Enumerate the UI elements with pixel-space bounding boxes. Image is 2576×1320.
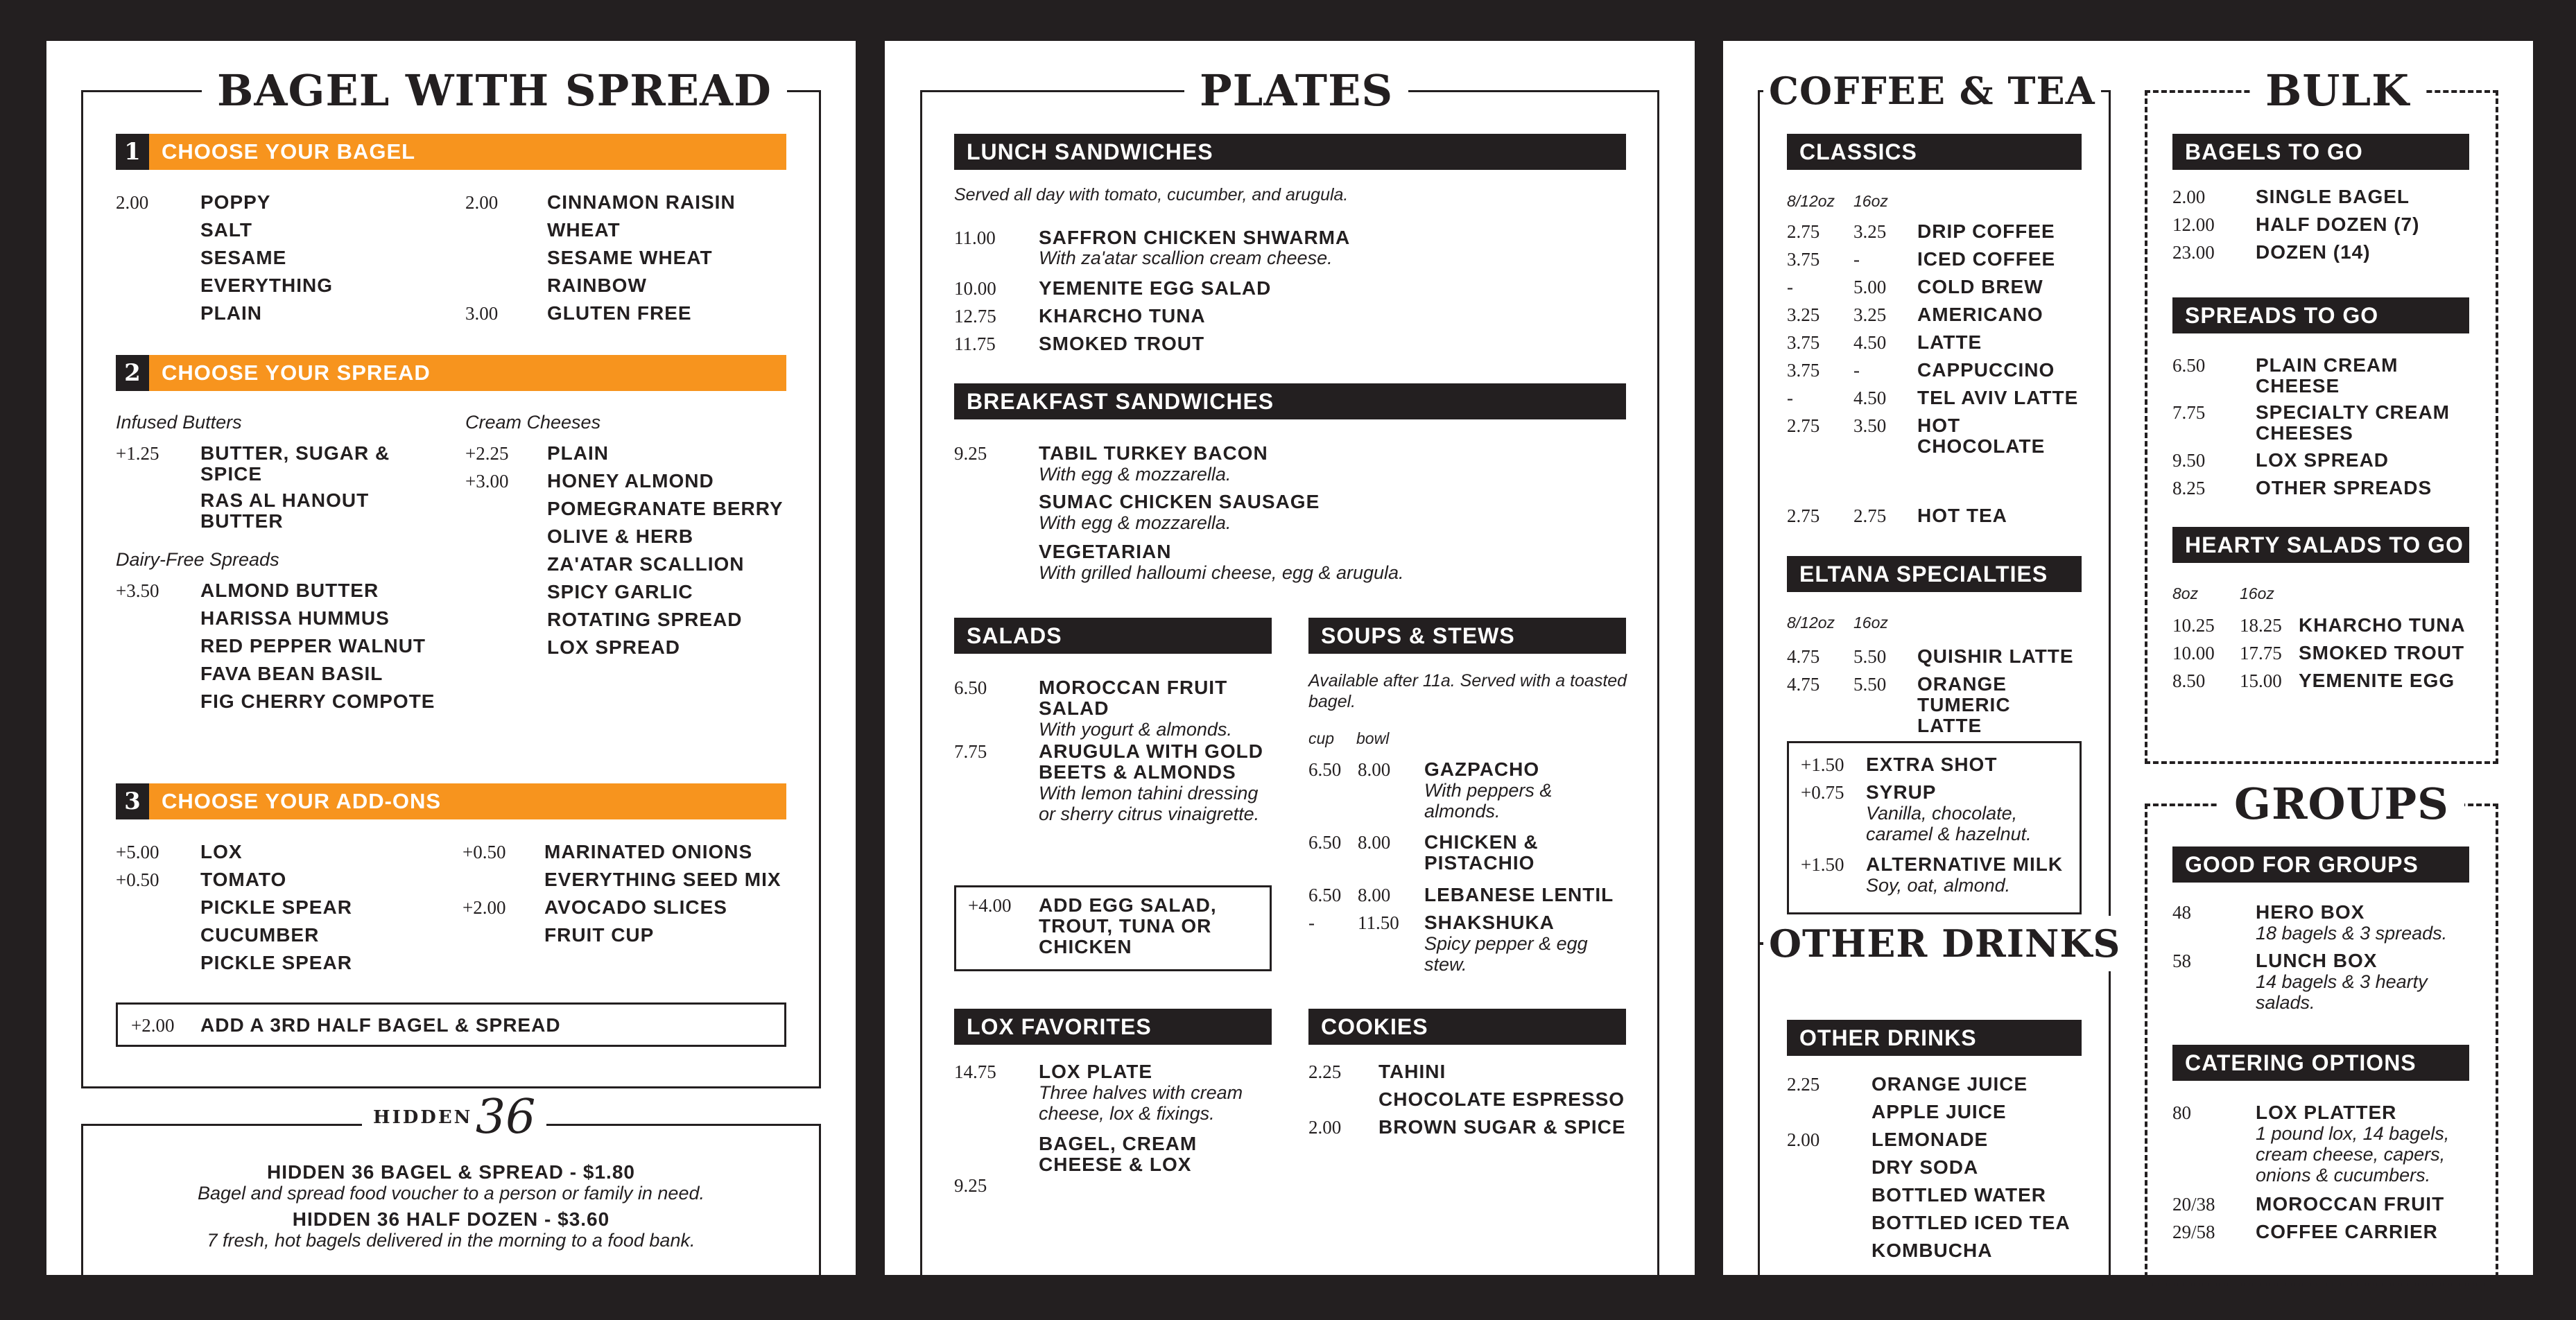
bulk-salad-item: YEMENITE EGG [2299, 670, 2455, 691]
hidden36-line1: HIDDEN 36 BAGEL & SPREAD - $1.80 [267, 1161, 635, 1183]
classic-price-a: - [1787, 388, 1793, 408]
bulk-salad-price-a: 10.25 [2172, 615, 2215, 636]
bulk-price: 12.00 [2172, 214, 2215, 235]
bagel-item: GLUTEN FREE [547, 302, 692, 324]
lunch-item: YEMENITE EGG SALAD [1039, 277, 1272, 299]
salad-price: 7.75 [954, 741, 987, 762]
cookie-item: BROWN SUGAR & SPICE [1378, 1116, 1626, 1138]
addon-item: EVERYTHING SEED MIX [544, 869, 781, 890]
soup-cup-price: 6.50 [1308, 832, 1342, 853]
extra-item: ADD A 3RD HALF BAGEL & SPREAD [200, 1014, 561, 1036]
bulk-item: SPECIALTY CREAM CHEESES [2256, 401, 2450, 444]
extra-item: ALTERNATIVE MILK [1866, 853, 2064, 875]
breakfast-desc: With egg & mozzarella. [1039, 512, 1231, 533]
addon-price: +0.50 [116, 869, 159, 890]
other-drinks-heading: OTHER DRINKS [1787, 1020, 2082, 1056]
salad-item: MOROCCAN FRUIT SALAD [1039, 677, 1228, 719]
bagel-item: PLAIN [200, 302, 262, 324]
hidden36-frame [81, 1124, 821, 1285]
classic-item: COLD BREW [1917, 276, 2043, 297]
classic-price-b: 4.50 [1853, 332, 1887, 353]
classic-price-a: 3.25 [1787, 304, 1820, 325]
soup-bowl-price: 11.50 [1358, 912, 1399, 933]
addon-item: MARINATED ONIONS [544, 841, 753, 862]
step2-bar [116, 355, 786, 391]
cookie-price: 2.25 [1308, 1061, 1342, 1082]
specialties-size-a: 8/12oz [1787, 614, 1835, 632]
lox-item: BAGEL, CREAM CHEESE & LOX [1039, 1133, 1198, 1175]
soup-item: LEBANESE LENTIL [1424, 884, 1614, 905]
soup-cup-price: 6.50 [1308, 759, 1342, 780]
spread-item: ROTATING SPREAD [547, 609, 743, 630]
lunch-price: 10.00 [954, 278, 996, 299]
lox-price: 9.25 [954, 1175, 987, 1196]
soup-item: CHICKEN & PISTACHIO [1424, 831, 1539, 874]
classic-price-a: 3.75 [1787, 332, 1820, 353]
lox-price: 14.75 [954, 1061, 996, 1082]
group-item: LUNCH BOX [2256, 950, 2378, 971]
bagel-item: EVERYTHING [200, 275, 333, 296]
hidden36-line4: 7 fresh, hot bagels delivered in the morning to a food bank. [207, 1230, 695, 1251]
salads-heading: SALADS [954, 618, 1272, 654]
step1-bar [116, 134, 786, 170]
bagel-price-c: 3.00 [465, 303, 499, 324]
classic-item: DRIP COFFEE [1917, 220, 2055, 242]
bagel-item: RAINBOW [547, 275, 647, 296]
drink-item: APPLE JUICE [1872, 1101, 2007, 1122]
lunch-price: 12.75 [954, 306, 996, 327]
bulk-price: 8.25 [2172, 478, 2206, 498]
hidden36-logo-number: 36 [475, 1090, 536, 1145]
lunch-note: Served all day with tomato, cucumber, and arugula. [954, 185, 1349, 205]
spread-item: ZA'ATAR SCALLION [547, 553, 745, 575]
other-drinks-title: OTHER DRINKS [1763, 916, 2126, 971]
drink-item: DRY SODA [1872, 1156, 1979, 1178]
bagel-item: CINNAMON RAISIN [547, 191, 736, 213]
coffee-title: COFFEE & TEA [1763, 63, 2101, 119]
soup-bowl-price: 8.00 [1358, 832, 1391, 853]
lox-heading: LOX FAVORITES [954, 1009, 1272, 1045]
spread-item: ALMOND BUTTER [200, 580, 379, 601]
lunch-price: 11.75 [954, 333, 996, 354]
catering-price: 20/38 [2172, 1194, 2215, 1215]
plates-title: PLATES [1184, 63, 1408, 119]
classic-price-a: 2.75 [1787, 221, 1820, 242]
classics-size-a: 8/12oz [1787, 192, 1835, 210]
drink-price: 2.00 [1787, 1129, 1820, 1150]
spread-item: LOX SPREAD [547, 636, 681, 658]
hidden36-line2: Bagel and spread food voucher to a person or family in need. [198, 1183, 704, 1204]
bagel-item: SESAME WHEAT [547, 247, 713, 268]
step1-number: 1 [116, 134, 149, 170]
hidden36-logo-word: HIDDEN [373, 1107, 473, 1128]
lox-desc: Three halves with cream cheese, lox & fixings. [1039, 1082, 1243, 1124]
spread-item: FAVA BEAN BASIL [200, 663, 383, 684]
bulk-item: OTHER SPREADS [2256, 477, 2432, 498]
spread-item: PLAIN [547, 442, 609, 464]
classics-size-b: 16oz [1853, 192, 1888, 210]
step2-number: 2 [116, 355, 149, 391]
classic-price-b: - [1853, 249, 1860, 270]
salad-desc: With lemon tahini dressing or sherry citrus vinaigrette. [1039, 783, 1260, 824]
catering-price: 29/58 [2172, 1222, 2215, 1242]
breakfast-price: 9.25 [954, 443, 987, 464]
bulk-price: 7.75 [2172, 402, 2206, 423]
group-desc: 18 bagels & 3 spreads. [2256, 923, 2448, 944]
classic-price-b: 2.75 [1853, 505, 1887, 526]
group-item: HERO BOX [2256, 901, 2365, 923]
spread-item: HONEY ALMOND [547, 470, 714, 492]
extra-price: +0.75 [1801, 782, 1844, 803]
spread-item: OLIVE & HERB [547, 526, 694, 547]
cookies-heading: COOKIES [1308, 1009, 1626, 1045]
bulk-price: 23.00 [2172, 242, 2215, 263]
bulk-price: 6.50 [2172, 355, 2206, 376]
classic-price-b: 5.00 [1853, 277, 1887, 297]
salad-desc: With yogurt & almonds. [1039, 719, 1232, 740]
drink-item: ORANGE JUICE [1872, 1073, 2028, 1095]
drink-price: 2.25 [1787, 1074, 1820, 1095]
bulk-salad-price-b: 17.75 [2240, 643, 2282, 663]
hearty-salads-heading: HEARTY SALADS TO GO [2172, 527, 2469, 563]
addon-price: +5.00 [116, 842, 159, 862]
group-price: 48 [2172, 902, 2191, 923]
addon-item: AVOCADO SLICES [544, 896, 727, 918]
bulk-salad-price-b: 15.00 [2240, 670, 2282, 691]
extra-item: EXTRA SHOT [1866, 754, 1998, 775]
catering-item: LOX PLATTER [2256, 1102, 2397, 1123]
classic-price-a: 2.75 [1787, 505, 1820, 526]
classics-heading: CLASSICS [1787, 134, 2082, 170]
extra-desc: Soy, oat, almond. [1866, 875, 2011, 896]
salad-item: ARUGULA WITH GOLD BEETS & ALMONDS [1039, 740, 1263, 783]
soup-cup-price: 6.50 [1308, 885, 1342, 905]
soups-heading: SOUPS & STEWS [1308, 618, 1626, 654]
addon-item: PICKLE SPEAR [200, 896, 352, 918]
lunch-item: SAFFRON CHICKEN SHWARMA [1039, 227, 1351, 248]
bagel-price-a: 2.00 [116, 192, 149, 213]
dairy-heading: Dairy-Free Spreads [116, 549, 279, 570]
bagel-item: WHEAT [547, 219, 621, 241]
specialty-price-a: 4.75 [1787, 674, 1820, 695]
addon-item: PICKLE SPEAR [200, 952, 352, 973]
soup-cup-price: - [1308, 912, 1315, 933]
breakfast-item: TABIL TURKEY BACON [1039, 442, 1268, 464]
soup-item: SHAKSHUKA [1424, 912, 1555, 933]
soup-bowl-price: 8.00 [1358, 885, 1391, 905]
soups-col-cup: cup [1308, 729, 1335, 747]
spread-item: SPICY GARLIC [547, 581, 693, 602]
soup-desc: Spicy pepper & egg stew. [1424, 933, 1588, 975]
bulk-item: DOZEN (14) [2256, 241, 2371, 263]
bulk-salad-item: KHARCHO TUNA [2299, 614, 2466, 636]
soups-note: Available after 11a. Served with a toasted bagel. [1308, 671, 1627, 711]
salad-addon-item: ADD EGG SALAD, TROUT, TUNA OR CHICKEN [1039, 894, 1217, 957]
breakfast-desc: With egg & mozzarella. [1039, 464, 1231, 485]
lunch-item: KHARCHO TUNA [1039, 305, 1206, 327]
salad-price: 6.50 [954, 677, 987, 698]
classic-price-a: 3.75 [1787, 360, 1820, 381]
catering-item: MOROCCAN FRUIT [2256, 1193, 2445, 1215]
extra-price: +1.50 [1801, 754, 1844, 775]
bagel-item: POPPY [200, 191, 271, 213]
cookie-item: TAHINI [1378, 1061, 1446, 1082]
bagel-price-b: 2.00 [465, 192, 499, 213]
panel-drinks-bulk [1723, 41, 2533, 1275]
specialty-price-a: 4.75 [1787, 646, 1820, 667]
classic-item: HOT TEA [1917, 505, 2007, 526]
catering-desc: 1 pound lox, 14 bagels, cream cheese, capers, onions & cucumbers. [2256, 1123, 2450, 1186]
spread-item: POMEGRANATE BERRY [547, 498, 784, 519]
specialties-heading: ELTANA SPECIALTIES [1787, 556, 2082, 592]
step3-bar [116, 783, 786, 819]
bulk-size-a: 8oz [2172, 584, 2199, 602]
specialty-price-b: 5.50 [1853, 674, 1887, 695]
cookie-price: 2.00 [1308, 1117, 1342, 1138]
bulk-item: LOX SPREAD [2256, 449, 2389, 471]
step1-label: CHOOSE YOUR BAGEL [162, 139, 416, 164]
panel-bagel-with-spread [46, 41, 856, 1275]
classic-price-a: 2.75 [1787, 415, 1820, 436]
step3-label: CHOOSE YOUR ADD-ONS [162, 789, 442, 813]
classic-item: LATTE [1917, 331, 1982, 353]
spreads-to-go-heading: SPREADS TO GO [2172, 297, 2469, 333]
spread-item: BUTTER, SUGAR & SPICE [200, 442, 390, 485]
cookie-item: CHOCOLATE ESPRESSO [1378, 1088, 1625, 1110]
bagel-section-title: BAGEL WITH SPREAD [202, 63, 787, 119]
bulk-title: BULK [2250, 63, 2425, 119]
specialties-size-b: 16oz [1853, 614, 1888, 632]
bulk-salad-price-a: 10.00 [2172, 643, 2215, 663]
lunch-item: SMOKED TROUT [1039, 333, 1205, 354]
addon-item: TOMATO [200, 869, 287, 890]
drink-item: KOMBUCHA [1872, 1240, 1993, 1261]
classic-item: AMERICANO [1917, 304, 2043, 325]
classic-price-a: - [1787, 277, 1793, 297]
panel-plates [885, 41, 1695, 1275]
bagel-section-frame [81, 90, 821, 1088]
group-desc: 14 bagels & 3 hearty salads. [2256, 971, 2428, 1013]
step3-number: 3 [116, 783, 149, 819]
soup-bowl-price: 8.00 [1358, 759, 1391, 780]
spread-item: FIG CHERRY COMPOTE [200, 691, 435, 712]
lox-item: LOX PLATE [1039, 1061, 1153, 1082]
addon-item: FRUIT CUP [544, 924, 655, 946]
extra-price: +1.50 [1801, 854, 1844, 875]
catering-item: COFFEE CARRIER [2256, 1221, 2438, 1242]
hidden36-line3: HIDDEN 36 HALF DOZEN - $3.60 [292, 1208, 610, 1230]
addon-item: LOX [200, 841, 243, 862]
breakfast-item: VEGETARIAN [1039, 541, 1172, 562]
classic-price-b: 3.50 [1853, 415, 1887, 436]
addon-item: CUCUMBER [200, 924, 320, 946]
bagel-item: SESAME [200, 247, 287, 268]
salad-addon-price: +4.00 [968, 895, 1012, 916]
classic-item: CAPPUCCINO [1917, 359, 2055, 381]
spread-item: RED PEPPER WALNUT [200, 635, 426, 657]
classic-item: ICED COFFEE [1917, 248, 2056, 270]
bulk-price: 9.50 [2172, 450, 2206, 471]
groups-title: GROUPS [2219, 776, 2464, 832]
soup-desc: With peppers & almonds. [1424, 780, 1553, 822]
bulk-item: SINGLE BAGEL [2256, 186, 2410, 207]
catering-price: 80 [2172, 1102, 2191, 1123]
catering-heading: CATERING OPTIONS [2172, 1045, 2469, 1081]
cream-price-a: +2.25 [465, 443, 509, 464]
spread-item: RAS AL HANOUT BUTTER [200, 489, 370, 532]
extra-price: +2.00 [131, 1015, 175, 1036]
breakfast-heading: BREAKFAST SANDWICHES [954, 383, 1626, 419]
bulk-item: PLAIN CREAM CHEESE [2256, 354, 2398, 397]
lunch-desc: With za'atar scallion cream cheese. [1039, 248, 1333, 268]
classic-price-a: 3.75 [1787, 249, 1820, 270]
lunch-price: 11.00 [954, 227, 996, 248]
classic-price-b: 4.50 [1853, 388, 1887, 408]
bagels-to-go-heading: BAGELS TO GO [2172, 134, 2469, 170]
infused-price: +1.25 [116, 443, 159, 464]
drink-item: LEMONADE [1872, 1129, 1989, 1150]
bulk-price: 2.00 [2172, 186, 2206, 207]
drink-item: BOTTLED ICED TEA [1872, 1212, 2071, 1233]
bulk-size-b: 16oz [2240, 584, 2274, 602]
bagel-item: SALT [200, 219, 253, 241]
specialty-price-b: 5.50 [1853, 646, 1887, 667]
infused-heading: Infused Butters [116, 412, 242, 433]
soup-item: GAZPACHO [1424, 758, 1540, 780]
breakfast-desc: With grilled halloumi cheese, egg & arugula. [1039, 562, 1404, 583]
classic-price-b: - [1853, 360, 1860, 381]
classic-item: HOT CHOCOLATE [1917, 415, 2046, 457]
drink-item: BOTTLED WATER [1872, 1184, 2047, 1206]
classic-price-b: 3.25 [1853, 221, 1887, 242]
breakfast-item: SUMAC CHICKEN SAUSAGE [1039, 491, 1320, 512]
dairy-price: +3.50 [116, 580, 159, 601]
step2-label: CHOOSE YOUR SPREAD [162, 361, 431, 385]
spread-item: HARISSA HUMMUS [200, 607, 390, 629]
extra-item: SYRUP [1866, 781, 1937, 803]
bulk-salad-item: SMOKED TROUT [2299, 642, 2465, 663]
hidden36-logo [362, 1090, 546, 1145]
classic-price-b: 3.25 [1853, 304, 1887, 325]
group-price: 58 [2172, 950, 2191, 971]
bulk-item: HALF DOZEN (7) [2256, 214, 2420, 235]
bulk-salad-price-a: 8.50 [2172, 670, 2206, 691]
soups-col-bowl: bowl [1356, 729, 1390, 747]
classic-item: TEL AVIV LATTE [1917, 387, 2079, 408]
cream-heading: Cream Cheeses [465, 412, 601, 433]
bulk-salad-price-b: 18.25 [2240, 615, 2282, 636]
extra-desc: Vanilla, chocolate, caramel & hazelnut. [1866, 803, 2032, 844]
addon-price: +0.50 [463, 842, 506, 862]
cream-price-b: +3.00 [465, 471, 509, 492]
lunch-heading: LUNCH SANDWICHES [954, 134, 1626, 170]
specialty-item: QUISHIR LATTE [1917, 645, 2074, 667]
addon-price: +2.00 [463, 897, 506, 918]
good-for-groups-heading: GOOD FOR GROUPS [2172, 846, 2469, 883]
specialty-item: ORANGE TUMERIC LATTE [1917, 673, 2011, 736]
